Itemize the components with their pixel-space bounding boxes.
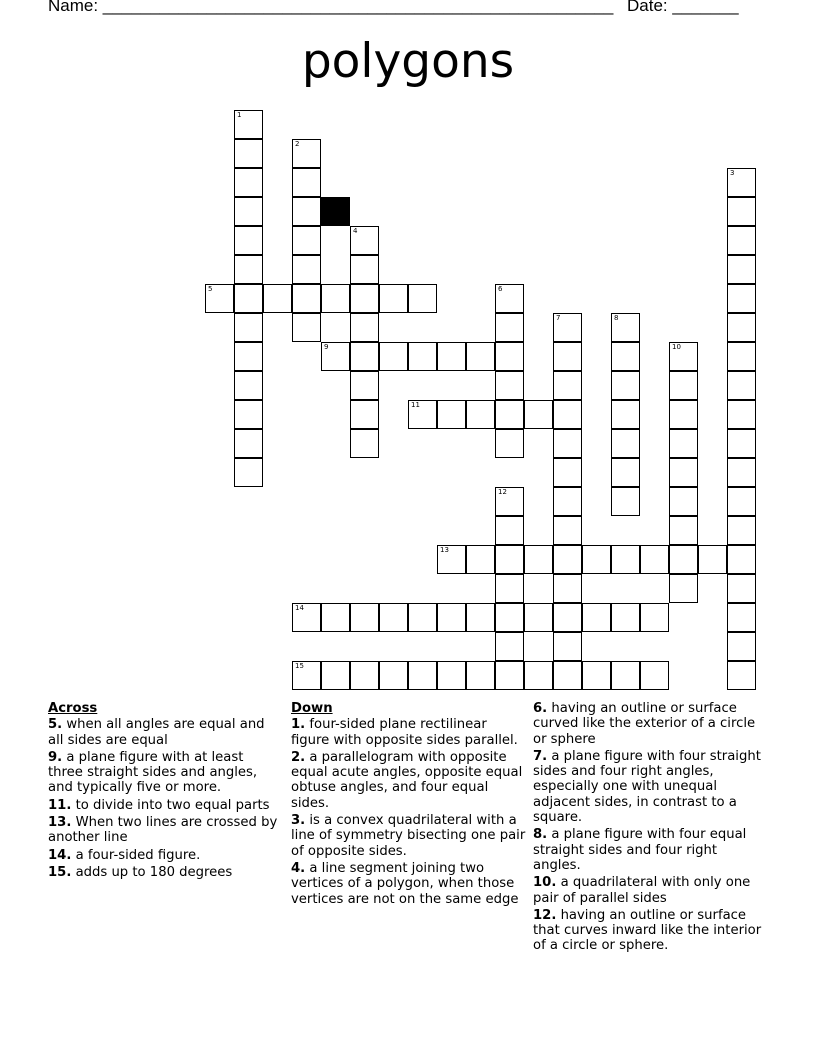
clue-item xyxy=(48,848,278,863)
grid-cell[interactable] xyxy=(321,603,350,632)
clue-item xyxy=(48,865,278,880)
grid-cell[interactable] xyxy=(321,661,350,690)
clue-item-number: 3. xyxy=(291,813,306,829)
grid-cell[interactable] xyxy=(321,284,350,313)
grid-cell[interactable] xyxy=(205,284,234,313)
grid-cell[interactable] xyxy=(350,661,379,690)
name-field-label: Name: ______________________________________________________ xyxy=(48,0,614,15)
grid-cell[interactable] xyxy=(640,603,669,632)
grid-cell[interactable] xyxy=(292,197,321,226)
grid-cell[interactable] xyxy=(437,545,466,574)
grid-cell[interactable] xyxy=(292,139,321,168)
clue-item-text: When two lines are crossed by another line xyxy=(48,815,278,846)
clue-item-text: a four-sided figure. xyxy=(71,847,201,863)
clue-item-text: a plane figure with at least three straight sides and angles, and typically five or more. xyxy=(48,749,258,796)
grid-cell[interactable] xyxy=(350,400,379,429)
grid-cell[interactable] xyxy=(350,371,379,400)
grid-cell[interactable] xyxy=(669,429,698,458)
grid-cell[interactable] xyxy=(727,313,756,342)
grid-cell[interactable] xyxy=(611,400,640,429)
grid-cell[interactable] xyxy=(524,661,553,690)
grid-cell[interactable] xyxy=(524,603,553,632)
grid-cell[interactable] xyxy=(495,632,524,661)
grid-cell[interactable] xyxy=(669,458,698,487)
grid-cell[interactable] xyxy=(727,516,756,545)
clue-item xyxy=(533,749,765,825)
grid-cell[interactable] xyxy=(669,400,698,429)
puzzle-title: polygons xyxy=(301,34,515,89)
grid-cell[interactable] xyxy=(408,603,437,632)
clue-item-text: a plane figure with four straight sides and four right angles, especially one with unequal adjacent sides, in contrast to a square. xyxy=(533,748,761,826)
clue-item xyxy=(48,815,278,846)
grid-cell[interactable] xyxy=(553,661,582,690)
grid-cell[interactable] xyxy=(727,226,756,255)
grid-cell[interactable] xyxy=(350,255,379,284)
clue-number: 5 xyxy=(208,285,213,293)
grid-cell[interactable] xyxy=(553,632,582,661)
grid-cell[interactable] xyxy=(669,545,698,574)
grid-cell[interactable] xyxy=(727,371,756,400)
clue-number: 12 xyxy=(498,488,507,496)
grid-cell[interactable] xyxy=(292,168,321,197)
grid-cell[interactable] xyxy=(611,603,640,632)
grid-cell[interactable] xyxy=(727,603,756,632)
grid-cell[interactable] xyxy=(524,545,553,574)
grid-cell[interactable] xyxy=(553,516,582,545)
grid-cell[interactable] xyxy=(553,603,582,632)
clue-item xyxy=(533,908,765,954)
clue-number: 9 xyxy=(324,343,329,351)
clue-number: 14 xyxy=(295,604,304,612)
clue-item-text: having an outline or surface curved like the exterior of a circle or sphere xyxy=(533,701,756,747)
grid-cell[interactable] xyxy=(234,226,263,255)
grid-cell[interactable] xyxy=(234,313,263,342)
clue-number: 7 xyxy=(556,314,561,322)
clue-item-text: four-sided plane rectilinear figure with opposite sides parallel. xyxy=(291,717,518,748)
clue-item xyxy=(533,875,765,906)
clue-item-number: 5. xyxy=(48,717,63,733)
clue-number: 3 xyxy=(730,169,735,177)
grid-cell[interactable] xyxy=(611,429,640,458)
clue-number: 8 xyxy=(614,314,619,322)
clue-item-number: 14. xyxy=(48,847,72,863)
grid-cell[interactable] xyxy=(669,371,698,400)
grid-cell[interactable] xyxy=(611,545,640,574)
clue-item-number: 4. xyxy=(291,860,306,876)
grid-cell[interactable] xyxy=(611,458,640,487)
grid-cell[interactable] xyxy=(234,400,263,429)
grid-cell[interactable] xyxy=(466,603,495,632)
clue-number: 1 xyxy=(237,111,242,119)
grid-cell[interactable] xyxy=(727,574,756,603)
grid-cell[interactable] xyxy=(524,400,553,429)
clue-item-text: when all angles are equal and all sides are equal xyxy=(48,717,265,748)
grid-cell[interactable] xyxy=(611,342,640,371)
grid-cell[interactable] xyxy=(669,487,698,516)
clue-item-text: a quadrilateral with only one pair of parallel sides xyxy=(533,875,751,906)
clue-item-text: having an outline or surface that curves inward like the interior of a circle or sphere. xyxy=(533,907,762,954)
grid-cell[interactable] xyxy=(495,429,524,458)
grid-cell[interactable] xyxy=(727,168,756,197)
clue-item-number: 1. xyxy=(291,717,306,733)
grid-cell[interactable] xyxy=(234,255,263,284)
clue-item-text: a line segment joining two vertices of a polygon, when those vertices are not on the same edge xyxy=(291,860,519,907)
across-heading: Across xyxy=(48,701,98,716)
grid-cell[interactable] xyxy=(495,545,524,574)
grid-cell[interactable] xyxy=(408,661,437,690)
grid-cell[interactable] xyxy=(727,342,756,371)
grid-cell[interactable] xyxy=(727,632,756,661)
grid-cell[interactable] xyxy=(234,371,263,400)
black-square xyxy=(321,197,350,226)
grid-cell[interactable] xyxy=(669,574,698,603)
grid-cell[interactable] xyxy=(292,313,321,342)
clue-item xyxy=(291,750,527,811)
grid-cell[interactable] xyxy=(495,284,524,313)
clue-number: 2 xyxy=(295,140,300,148)
grid-cell[interactable] xyxy=(234,168,263,197)
grid-cell[interactable] xyxy=(495,371,524,400)
clue-item-number: 15. xyxy=(48,864,72,880)
clue-item xyxy=(48,798,278,813)
grid-cell[interactable] xyxy=(727,255,756,284)
grid-cell[interactable] xyxy=(350,429,379,458)
grid-cell[interactable] xyxy=(437,400,466,429)
grid-cell[interactable] xyxy=(727,487,756,516)
clue-item-text: adds up to 180 degrees xyxy=(71,864,233,880)
clue-item-number: 7. xyxy=(533,748,548,764)
grid-cell[interactable] xyxy=(234,458,263,487)
grid-cell[interactable] xyxy=(640,545,669,574)
grid-cell[interactable] xyxy=(611,371,640,400)
clue-item-text: a parallelogram with opposite equal acute angles, opposite equal obtuse angles, and four equal sides. xyxy=(291,749,523,811)
clue-item-number: 12. xyxy=(533,907,557,923)
grid-cell[interactable] xyxy=(727,197,756,226)
grid-cell[interactable] xyxy=(437,342,466,371)
clue-item-text: to divide into two equal parts xyxy=(71,797,270,813)
grid-cell[interactable] xyxy=(553,545,582,574)
grid-cell[interactable] xyxy=(727,661,756,690)
grid-cell[interactable] xyxy=(379,661,408,690)
grid-cell[interactable] xyxy=(408,400,437,429)
clue-number: 10 xyxy=(672,343,681,351)
grid-cell[interactable] xyxy=(234,139,263,168)
grid-cell[interactable] xyxy=(466,400,495,429)
grid-cell[interactable] xyxy=(350,313,379,342)
grid-cell[interactable] xyxy=(640,661,669,690)
down-heading: Down xyxy=(291,701,333,716)
grid-cell[interactable] xyxy=(292,661,321,690)
grid-cell[interactable] xyxy=(350,342,379,371)
grid-cell[interactable] xyxy=(379,284,408,313)
grid-cell[interactable] xyxy=(495,487,524,516)
grid-cell[interactable] xyxy=(495,661,524,690)
grid-cell[interactable] xyxy=(553,313,582,342)
grid-cell[interactable] xyxy=(582,661,611,690)
grid-cell[interactable] xyxy=(698,545,727,574)
clue-item xyxy=(291,717,527,748)
grid-cell[interactable] xyxy=(234,110,263,139)
clue-number: 4 xyxy=(353,227,358,235)
grid-cell[interactable] xyxy=(553,400,582,429)
grid-cell[interactable] xyxy=(437,603,466,632)
clue-item xyxy=(48,750,278,796)
grid-cell[interactable] xyxy=(727,284,756,313)
clue-item-number: 10. xyxy=(533,875,557,891)
grid-cell[interactable] xyxy=(466,661,495,690)
grid-cell[interactable] xyxy=(234,284,263,313)
down-clues-column-1 xyxy=(291,701,527,909)
across-clues xyxy=(48,701,278,882)
clue-item-number: 2. xyxy=(291,749,306,765)
grid-cell[interactable] xyxy=(553,458,582,487)
grid-cell[interactable] xyxy=(582,603,611,632)
grid-cell[interactable] xyxy=(234,342,263,371)
grid-cell[interactable] xyxy=(350,603,379,632)
clue-item-number: 8. xyxy=(533,827,548,843)
grid-cell[interactable] xyxy=(727,400,756,429)
grid-cell[interactable] xyxy=(495,516,524,545)
grid-cell[interactable] xyxy=(582,545,611,574)
grid-cell[interactable] xyxy=(379,603,408,632)
down-clues-column-2 xyxy=(533,701,765,956)
grid-cell[interactable] xyxy=(611,487,640,516)
grid-cell[interactable] xyxy=(292,284,321,313)
grid-cell[interactable] xyxy=(350,284,379,313)
clue-item-text: a plane figure with four equal straight sides and four right angles. xyxy=(533,827,747,873)
grid-cell[interactable] xyxy=(321,342,350,371)
grid-cell[interactable] xyxy=(292,603,321,632)
clue-number: 11 xyxy=(411,401,420,409)
grid-cell[interactable] xyxy=(408,342,437,371)
grid-cell[interactable] xyxy=(727,429,756,458)
grid-cell[interactable] xyxy=(466,342,495,371)
grid-cell[interactable] xyxy=(495,400,524,429)
grid-cell[interactable] xyxy=(437,661,466,690)
clue-item xyxy=(48,717,278,748)
grid-cell[interactable] xyxy=(669,516,698,545)
grid-cell[interactable] xyxy=(495,603,524,632)
grid-cell[interactable] xyxy=(350,226,379,255)
grid-cell[interactable] xyxy=(495,342,524,371)
grid-cell[interactable] xyxy=(263,284,292,313)
grid-cell[interactable] xyxy=(495,574,524,603)
grid-cell[interactable] xyxy=(292,255,321,284)
clue-item xyxy=(533,827,765,873)
clue-number: 15 xyxy=(295,662,304,670)
clue-item-number: 6. xyxy=(533,701,548,716)
date-field-label: Date: _______ xyxy=(627,0,739,15)
grid-cell[interactable] xyxy=(553,342,582,371)
grid-cell[interactable] xyxy=(553,429,582,458)
grid-cell[interactable] xyxy=(466,545,495,574)
clue-item-number: 13. xyxy=(48,815,72,831)
grid-cell[interactable] xyxy=(553,574,582,603)
grid-cell[interactable] xyxy=(669,342,698,371)
grid-cell[interactable] xyxy=(292,226,321,255)
clue-number: 6 xyxy=(498,285,503,293)
clue-item xyxy=(533,701,765,747)
clue-item-text: is a convex quadrilateral with a line of symmetry bisecting one pair of opposite sides. xyxy=(291,813,526,859)
clue-item xyxy=(291,813,527,859)
grid-cell[interactable] xyxy=(611,661,640,690)
clue-item-number: 11. xyxy=(48,797,72,813)
grid-cell[interactable] xyxy=(234,197,263,226)
clue-number: 13 xyxy=(440,546,449,554)
grid-cell[interactable] xyxy=(408,284,437,313)
grid-cell[interactable] xyxy=(495,313,524,342)
grid-cell[interactable] xyxy=(727,458,756,487)
grid-cell[interactable] xyxy=(553,371,582,400)
grid-cell[interactable] xyxy=(611,313,640,342)
clue-item xyxy=(291,861,527,907)
grid-cell[interactable] xyxy=(553,487,582,516)
grid-cell[interactable] xyxy=(234,429,263,458)
clue-item-number: 9. xyxy=(48,749,63,765)
grid-cell[interactable] xyxy=(727,545,756,574)
grid-cell[interactable] xyxy=(379,342,408,371)
